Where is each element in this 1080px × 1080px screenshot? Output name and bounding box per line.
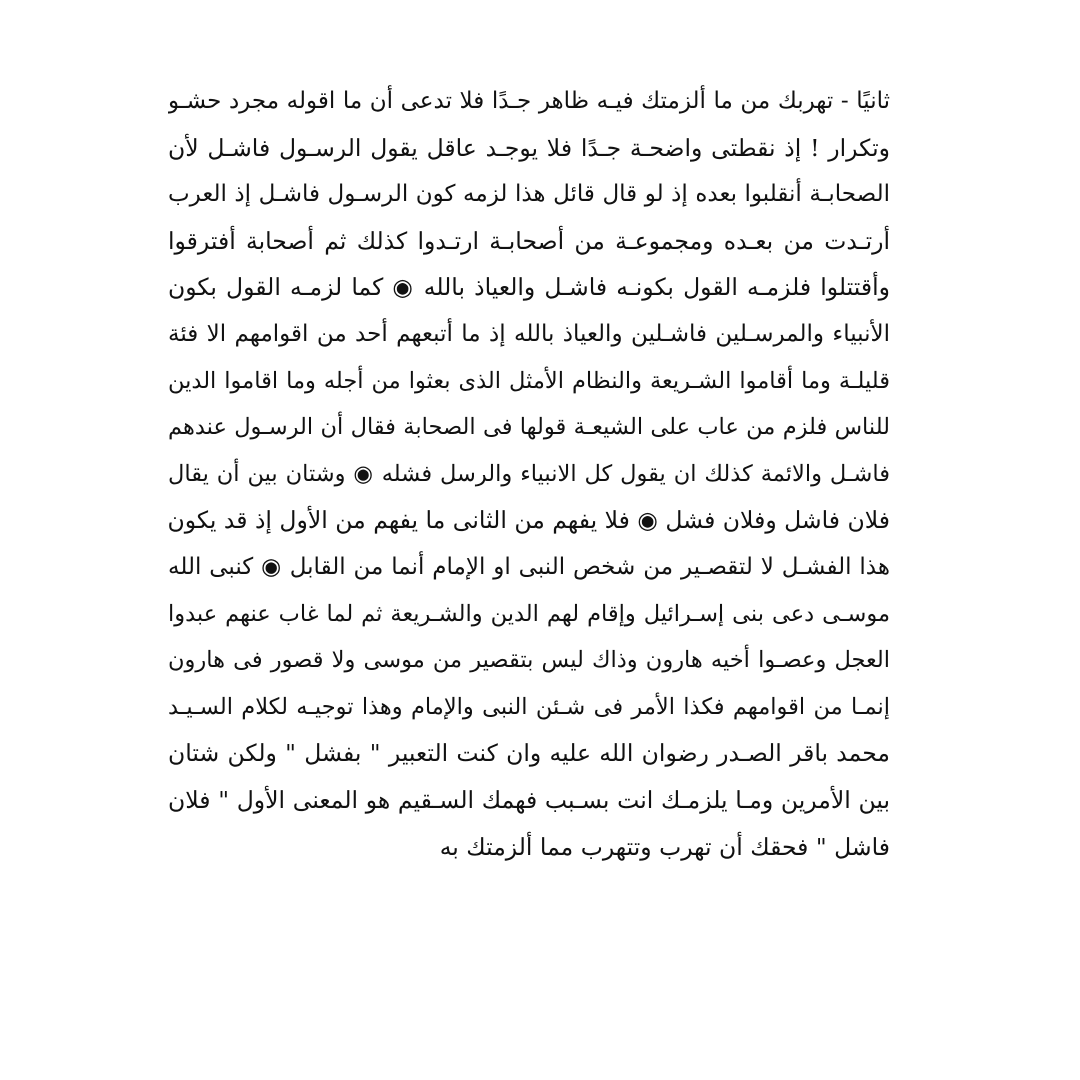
text-line-6: الأنبياء والمرسـلين فاشـلين والعياذ بالله إذ ما أتبعهم أحد من اقوامهم الا فئة [168,320,890,347]
text-line-4: أرتـدت من بعـده ومجموعـة من أصحابـة ارتـدوا كذلك ثم أصحابة أفترقوا [168,226,890,255]
text-line-2: وتكرار ! إذ نقطتى واضحـة جـدًا فلا يوجـد عاقل يقول الرسـول فاشـل لأن [168,133,890,162]
text-line-11: هذا الفشـل لا لتقصـير من شخص النبى او الإمام أنما من القابل ◉ كنبى الله [168,553,890,580]
text-line-12: موسـى دعى بنى إسـرائيل وإقام لهم الدين والشـريعة ثم لما غاب عنهم عبدوا [168,600,890,627]
text-line-8: للناس فلزم من عاب على الشيعـة قولها فى الصحابة فقال أن الرسـول عندهم [168,414,890,441]
text-line-5: وأقتتلوا فلزمـه القول بكونـه فاشـل والعياذ بالله ◉ كما لزمـه القول بكون [168,273,890,302]
text-line-1: ثانيًا - تهربك من ما ألزمتك فيـه ظاهر جـدًا فلا تدعى أن ما اقوله مجرد حشـو [168,88,890,114]
text-line-14: إنمـا من اقوامهم فكذا الأمر فى شـئن النبى والإمام وهذا توجيـه لكلام السـيـد [168,693,890,720]
text-line-13: العجل وعصـوا أخيه هارون وذاك ليس بتقصير من موسى ولا قصور فى هارون [168,647,890,674]
text-line-3: الصحابـة أنقلبوا بعده إذ لو قال قائل هذا لزمه كون الرسـول فاشـل إذ العرب [168,181,890,208]
text-line-9: فاشـل والائمة كذلك ان يقول كل الانبياء والرسل فشله ◉ وشتان بين أن يقال [168,460,890,487]
text-line-17: فاشل " فحقك أن تهرب وتتهرب مما ألزمتك به [439,832,890,861]
text-line-16: بين الأمرين ومـا يلزمـك انت بسـبب فهمك السـقيم هو المعنى الأول " فلان [168,785,890,814]
document-body-text [168,78,890,870]
text-line-7: قليلـة وما أقاموا الشـريعة والنظام الأمثل الذى بعثوا من أجله وما اقاموا الدين [168,367,890,394]
text-line-15: محمد باقر الصـدر رضوان الله عليه وان كنت التعبير " بفشل " ولكن شتان [168,739,890,768]
text-line-10: فلان فاشل وفلان فشل ◉ فلا يفهم من الثانى ما يفهم من الأول إذ قد يكون [168,506,890,535]
